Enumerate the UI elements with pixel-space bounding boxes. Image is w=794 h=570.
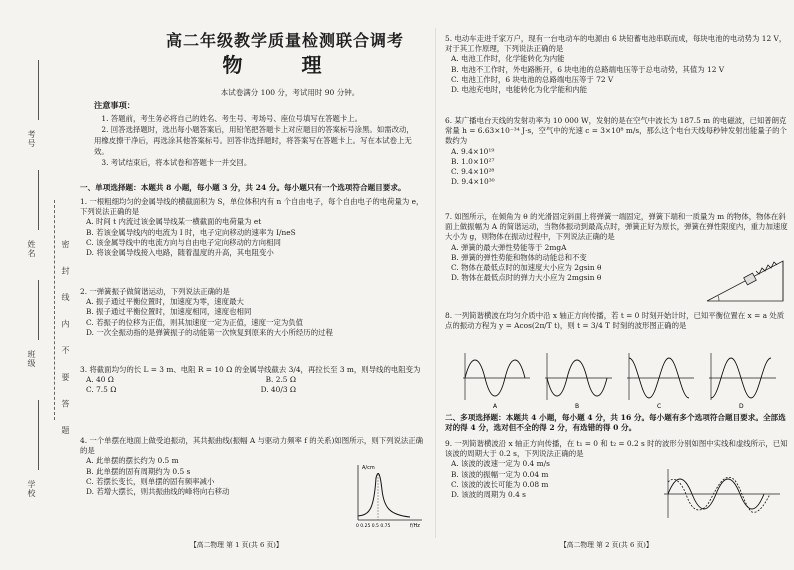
binding-label-exam-number: 考号 (27, 130, 36, 148)
wave-label: D (739, 403, 744, 408)
incline-spring-figure (705, 255, 785, 305)
option: D. 40/3 Ω (260, 385, 296, 395)
column-divider (435, 28, 436, 538)
exam-title: 高二年级教学质量检测联合调考 (165, 31, 404, 50)
notes-list (94, 113, 419, 169)
option: B. 电池不工作时，外电路断开，6 块电池的总路端电压等于总电动势，其值为 12 V (451, 64, 725, 74)
right-column (445, 0, 790, 570)
option: C. 该金属导线中的电流方向与自由电子定向移动的方向相同 (86, 237, 281, 247)
option: C. 9.4×10²⁸ (451, 167, 495, 177)
option: C. 该波的波长可能为 0.08 m (451, 479, 549, 489)
binding-underline (38, 400, 39, 470)
option: C. 7.5 Ω (86, 385, 117, 395)
note-item: 3. 考试结束后，将本试卷和答题卡一并交回。 (101, 158, 252, 168)
question-stem: 2. 一弹簧振子做简谐运动，下列说法正确的是 (80, 287, 230, 296)
option: B. 1.0×10²⁷ (451, 156, 495, 166)
block-icon (744, 273, 757, 285)
exam-info: 本试卷满分 100 分，考试用时 90 分钟。 (220, 88, 360, 97)
option-row (80, 375, 296, 385)
option-row (80, 385, 296, 395)
option: D. 若增大摆长，则共振曲线的峰将向右移动 (86, 487, 230, 497)
question-stem: 3. 将截面均匀的长 L = 3 m、电阻 R = 10 Ω 的金属导线截去 3/4，再拉长至 3 m，则导线的电阻变为 (80, 365, 421, 374)
section-one-heading: 一、单项选择题：本题共 8 小题，每小题 3 分，共 24 分。每小题只有一个选项符合题目要求。 (80, 183, 406, 192)
option: A. 振子通过平衡位置时，加速度为零，速度最大 (86, 297, 244, 307)
wave-label: C (657, 403, 662, 408)
section-one (80, 183, 425, 193)
option: A. 时间 t 内流过该金属导线某一横截面的电荷量为 et (86, 217, 262, 227)
footer-left: 【高二物理 第 1 页(共 6 页)】 (190, 541, 283, 549)
question-3 (80, 365, 425, 396)
resonance-curve-figure (350, 460, 425, 528)
option: B. 弹簧的弹性势能和物体的动能总和不变 (451, 252, 587, 262)
option: D. 该波的周期为 0.4 s (451, 490, 526, 500)
question-6 (445, 116, 790, 188)
option: D. 物体在最低点时的弹力大小应为 2mgsin θ (451, 273, 602, 283)
binding-label-name: 姓名 (27, 240, 36, 258)
question-stem: 8. 一列简谐横波在均匀介质中沿 x 轴正方向传播，若 t = 0 时刻开始计时，已知平衡位置在 x = a 处质点的振动方程为 y = Acos(2π/T t)，则 t = 3/4 T 时刻的波形图正确的是 (445, 311, 785, 331)
notes-heading: 注意事项： (94, 100, 135, 110)
question-5 (445, 34, 790, 95)
question-stem: 6. 某广播电台天线的发射功率为 10 000 W，发射的是在空气中波长为 187.5 m 的电磁波，已知普朗克常量 h = 6.63×10⁻³⁴ J·s，空气中的光速 c = 3×10⁸ m/s，那么这个电台天线每秒钟发射出能量子的个数约为 (445, 116, 787, 146)
binding-strip (0, 0, 70, 570)
graph-x-label: f/Hz (410, 523, 420, 528)
question-2 (80, 287, 425, 338)
wave-option-a (463, 353, 530, 408)
binding-label-class: 班级 (27, 350, 36, 368)
question-stem: 4. 一个单摆在地面上做受迫振动，其共振曲线(振幅 A 与驱动力频率 f 的关系)如图所示，则下列说法正确的是 (80, 436, 424, 456)
left-column (80, 0, 425, 570)
question-stem: 1. 一根粗细均匀的金属导线的横截面积为 S，单位体积内有 n 个自由电子，每个自由电子的电荷量为 e，下列说法正确的是 (80, 197, 424, 217)
wave-option-b (545, 353, 612, 408)
option: A. 此单摆的摆长约为 0.5 m (86, 456, 179, 466)
wave-option-c (627, 353, 694, 408)
option: D. 电池充电时，电能转化为化学能和内能 (451, 85, 588, 95)
section-two-heading: 二、多项选择题：本题共 4 小题，每小题 4 分，共 16 分。每小题有多个选项符合题目要求。全部选对的得 4 分，选对但不全的得 2 分，有选错的得 0 分。 (445, 413, 786, 433)
wave-options-figure (455, 348, 785, 408)
question-stem: 5. 电动车走进千家万户，现有一台电动车的电源由 6 块铅蓄电池串联而成，每块电池的电动势为 12 V，对于其工作原理，下列说法正确的是 (445, 34, 787, 54)
binding-underline (38, 60, 39, 120)
graph-tick-labels: 0 0.25 0.5 0.75 (356, 524, 391, 528)
option: C. 电池工作时，6 块电池的总路端电压等于 72 V (451, 74, 614, 84)
note-item: 2. 回答选择题时，选出每小题答案后，用铅笔把答题卡上对应题目的答案标号涂黑。如需改动，用橡皮擦干净后，再选涂其他答案标号。回答非选择题时，将答案写在答题卡上。写在本试卷上无效。 (94, 125, 414, 157)
seal-dashed-line (54, 200, 55, 420)
question-1 (80, 197, 425, 258)
option: B. 振子通过平衡位置时，加速度相同，速度也相同 (86, 307, 252, 317)
graph-y-label: A/cm (362, 465, 375, 471)
footer-right: 【高二物理 第 2 页(共 6 页)】 (560, 541, 653, 549)
binding-underline (38, 170, 39, 230)
option: A. 电池工作时，化学能转化为内能 (451, 54, 565, 64)
wave-label: B (575, 403, 580, 408)
question-8 (445, 311, 790, 331)
option: B. 2.5 Ω (265, 375, 296, 385)
binding-underline (38, 280, 39, 340)
subject-title: 物 理 (222, 53, 348, 77)
wave-t1-t2-figure (660, 466, 785, 521)
question-stem: 9. 一列简谐横波沿 x 轴正方向传播，在 t₁ = 0 和 t₂ = 0.2 s 时的波形分别如图中实线和虚线所示，已知该波的周期大于 0.2 s，下列说法正确的是 (445, 439, 788, 459)
binding-label-school: 学校 (27, 480, 36, 498)
option: C. 若摆长变长，则单摆的固有频率减小 (86, 476, 215, 486)
question-stem: 7. 如图所示，在倾角为 θ 的光滑固定斜面上将弹簧一端固定，弹簧下端和一质量为 m 的物体，物体在斜面上做振幅为 A 的简谐运动，当物体振动到最高点时，弹簧正好为原长，弹簧在弹性限度内，重力加速度大小为 g，则物体在振动过程中，下列说法正确的是 (445, 212, 788, 242)
option: A. 弹簧的最大弹性势能等于 2mgA (451, 242, 567, 252)
option: A. 该波的波速一定为 0.4 m/s (451, 459, 550, 469)
option: D. 将该金属导线接入电路，随着温度的升高，其电阻变小 (86, 248, 274, 258)
option: C. 物体在最低点时的加速度大小应为 2gsin θ (451, 263, 602, 273)
seal-line-text: 密 封 线 内 不 要 答 题 (61, 240, 70, 442)
section-two (445, 413, 790, 434)
wave-label: A (493, 403, 498, 408)
option: A. 40 Ω (86, 375, 114, 385)
option: B. 此单摆的固有周期约为 0.5 s (86, 466, 191, 476)
note-item: 1. 答题前，考生务必将自己的姓名、考生号、考场号、座位号填写在答题卡上。 (101, 114, 363, 123)
wave-option-d (709, 353, 776, 408)
option: C. 若振子的位移为正值，则其加速度一定为正值，速度一定为负值 (86, 317, 304, 327)
option: B. 若该金属导线内的电流为 I 时，电子定向移动的速率为 I/neS (86, 227, 296, 237)
option: A. 9.4×10¹⁹ (451, 146, 495, 156)
option: D. 9.4×10³⁰ (451, 177, 495, 187)
option: D. 一次全振动指的是弹簧振子的动能第一次恢复到原来的大小所经历的过程 (86, 327, 333, 337)
option: B. 该波的振幅一定为 0.04 m (451, 469, 549, 479)
